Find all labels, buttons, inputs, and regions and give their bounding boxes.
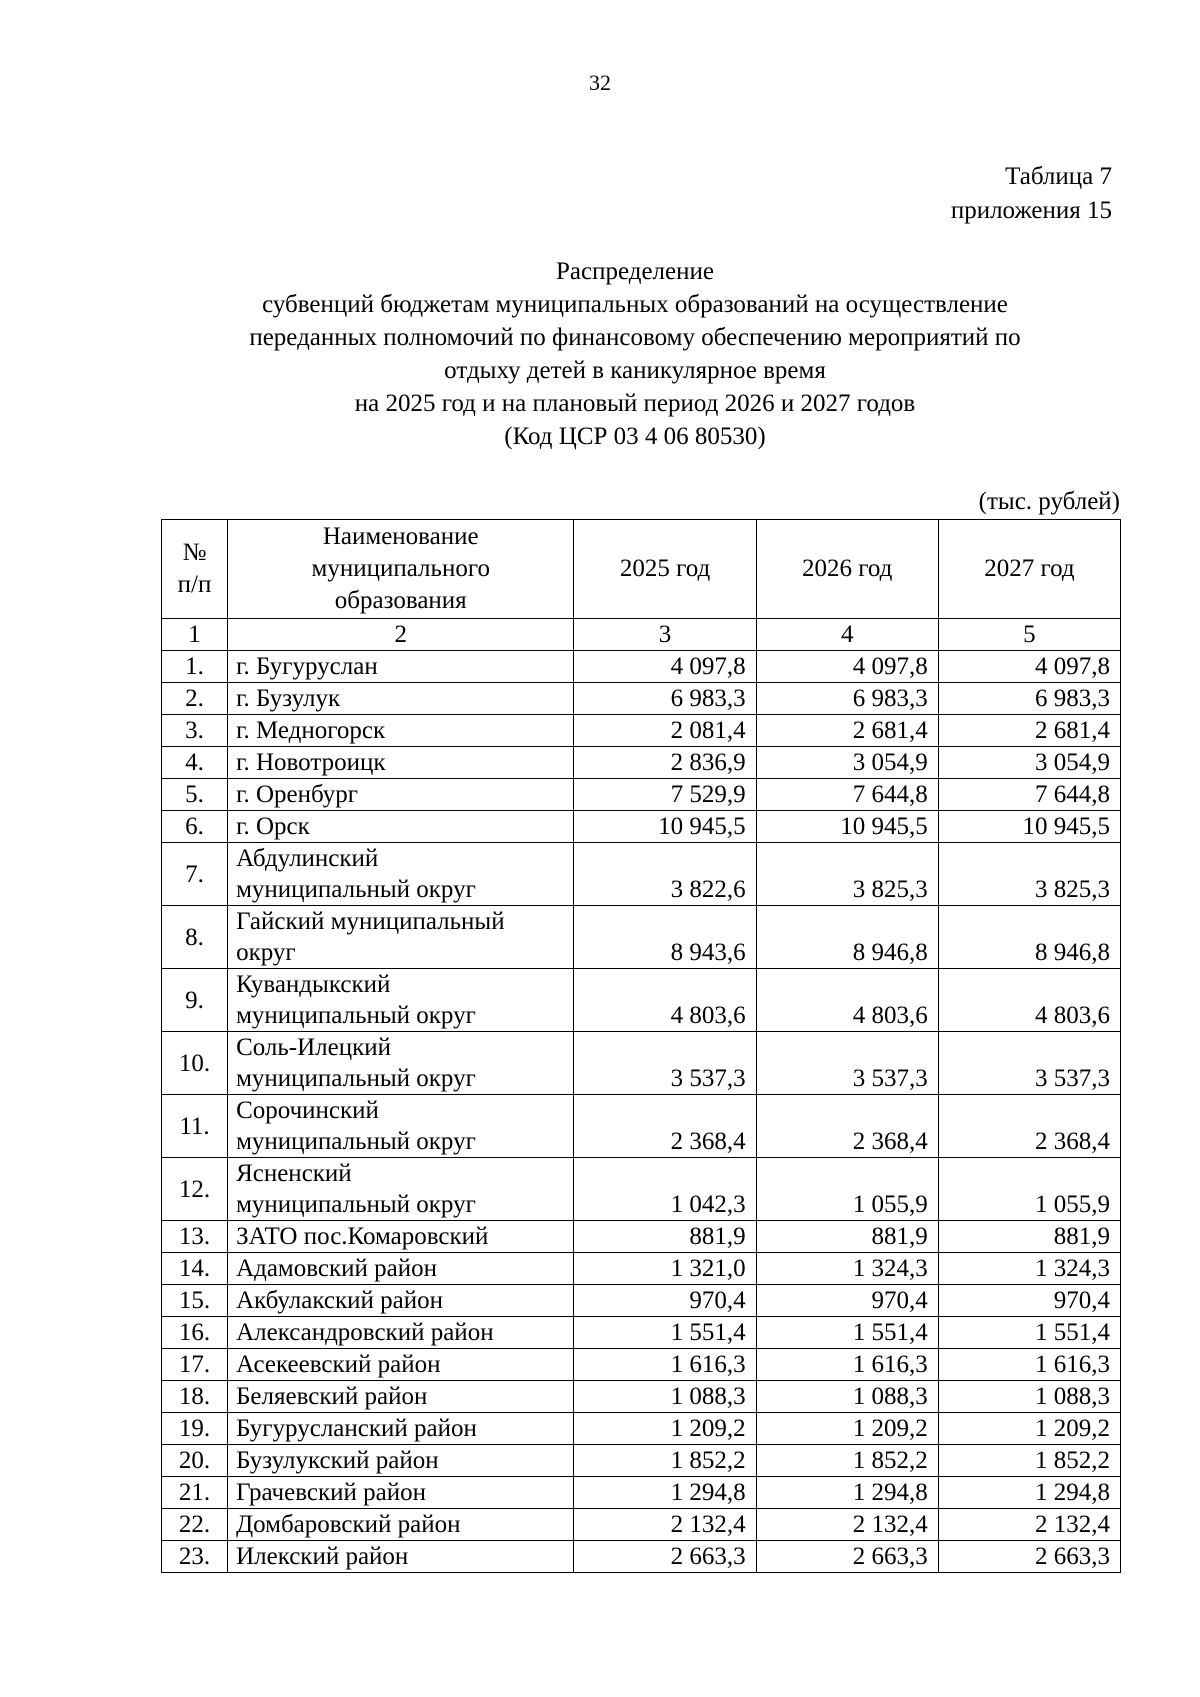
value-cell-2027: 2 681,4: [938, 715, 1120, 747]
row-number-cell: 2.: [162, 683, 228, 715]
municipality-name-line1: Илекский район: [236, 1543, 409, 1570]
value-cell-2025: 7 529,9: [574, 779, 756, 811]
table-row: [162, 1381, 1121, 1413]
table-row: [162, 1285, 1121, 1317]
table-row: [162, 811, 1121, 843]
value-cell-2027: 1 294,8: [938, 1477, 1120, 1509]
value-cell-2026: 6 983,3: [756, 683, 938, 715]
municipality-name-line1: Бугурусланский район: [236, 1415, 477, 1442]
table-row: [162, 683, 1121, 715]
value-cell-2025: 970,4: [574, 1285, 756, 1317]
row-number-cell: 14.: [162, 1253, 228, 1285]
value-cell-2027: 2 132,4: [938, 1509, 1120, 1541]
value-cell-2027: 1 616,3: [938, 1349, 1120, 1381]
municipality-name-cell: [228, 1221, 574, 1253]
row-number-cell: 21.: [162, 1477, 228, 1509]
municipality-name-line1: Грачевский район: [236, 1479, 426, 1506]
municipality-name-line1: Соль-Илецкий: [236, 1034, 392, 1061]
row-number-cell: 4.: [162, 747, 228, 779]
document-title: [150, 255, 1120, 453]
municipality-name-line1: ЗАТО пос.Комаровский: [236, 1223, 489, 1250]
value-cell-2026: 1 055,9: [756, 1158, 938, 1221]
municipality-name-line1: г. Бузулук: [236, 685, 341, 712]
value-cell-2026: 2 681,4: [756, 715, 938, 747]
value-cell-2025: 1 852,2: [574, 1445, 756, 1477]
municipality-name-cell: [228, 1381, 574, 1413]
value-cell-2027: 1 852,2: [938, 1445, 1120, 1477]
municipality-name-cell: [228, 1445, 574, 1477]
value-cell-2026: 8 946,8: [756, 906, 938, 969]
value-cell-2026: 970,4: [756, 1285, 938, 1317]
row-number-cell: 15.: [162, 1285, 228, 1317]
municipality-name-cell: [228, 747, 574, 779]
municipality-name-cell: [228, 715, 574, 747]
header-2027: 2027 год: [938, 520, 1120, 619]
table-row: [162, 651, 1121, 683]
column-index-cell: 1: [162, 619, 228, 651]
municipality-name-line1: г. Оренбург: [236, 781, 359, 808]
municipality-name-line1: Адамовский район: [236, 1255, 438, 1282]
value-cell-2027: 1 551,4: [938, 1317, 1120, 1349]
municipality-name-line1: Беляевский район: [236, 1383, 428, 1410]
municipality-name-cell: [228, 683, 574, 715]
row-number-cell: 19.: [162, 1413, 228, 1445]
value-cell-2025: 8 943,6: [574, 906, 756, 969]
municipality-name-line1: Бузулукский район: [236, 1447, 439, 1474]
municipality-name-line2: округ: [236, 939, 296, 966]
value-cell-2026: 1 088,3: [756, 1381, 938, 1413]
municipality-name-line1: Акбулакский район: [236, 1287, 444, 1314]
municipality-name-cell: [228, 1349, 574, 1381]
table-row: [162, 1541, 1121, 1573]
row-number-cell: 9.: [162, 969, 228, 1032]
municipality-name-line2: муниципальный округ: [236, 876, 476, 903]
municipality-name-cell: [228, 1541, 574, 1573]
value-cell-2026: 1 324,3: [756, 1253, 938, 1285]
value-cell-2025: 2 663,3: [574, 1541, 756, 1573]
column-index-cell: 5: [938, 619, 1120, 651]
value-cell-2025: 2 368,4: [574, 1095, 756, 1158]
value-cell-2026: 3 537,3: [756, 1032, 938, 1095]
municipality-name-line2: муниципальный округ: [236, 1002, 476, 1029]
table-row: [162, 1477, 1121, 1509]
municipality-name-cell: [228, 1253, 574, 1285]
table-row: [162, 1253, 1121, 1285]
value-cell-2027: 3 825,3: [938, 843, 1120, 906]
value-cell-2027: 970,4: [938, 1285, 1120, 1317]
municipality-name-cell: [228, 1158, 574, 1221]
value-cell-2025: 1 616,3: [574, 1349, 756, 1381]
municipality-name-cell: [228, 651, 574, 683]
value-cell-2025: 2 081,4: [574, 715, 756, 747]
municipality-name-cell: [228, 1509, 574, 1541]
value-cell-2026: 881,9: [756, 1221, 938, 1253]
value-cell-2026: 4 803,6: [756, 969, 938, 1032]
row-number-cell: 18.: [162, 1381, 228, 1413]
value-cell-2027: 3 537,3: [938, 1032, 1120, 1095]
municipality-name-line1: г. Новотроицк: [236, 749, 386, 776]
value-cell-2027: 4 097,8: [938, 651, 1120, 683]
value-cell-2026: 10 945,5: [756, 811, 938, 843]
value-cell-2025: 2 836,9: [574, 747, 756, 779]
row-number-cell: 3.: [162, 715, 228, 747]
header-2025: 2025 год: [574, 520, 756, 619]
value-cell-2027: 10 945,5: [938, 811, 1120, 843]
column-index-cell: 3: [574, 619, 756, 651]
value-cell-2026: 1 294,8: [756, 1477, 938, 1509]
row-number-cell: 22.: [162, 1509, 228, 1541]
value-cell-2025: 1 551,4: [574, 1317, 756, 1349]
title-line6: (Код ЦСР 03 4 06 80530): [504, 423, 766, 450]
municipality-name-line1: Асекеевский район: [236, 1351, 441, 1378]
header-name: [228, 520, 574, 619]
row-number-cell: 17.: [162, 1349, 228, 1381]
header-name-line3: образования: [334, 587, 467, 614]
value-cell-2026: 7 644,8: [756, 779, 938, 811]
value-cell-2027: 1 055,9: [938, 1158, 1120, 1221]
municipality-name-cell: [228, 969, 574, 1032]
value-cell-2025: 1 088,3: [574, 1381, 756, 1413]
table-row: [162, 747, 1121, 779]
title-line3: переданных полномочий по финансовому обеспечению мероприятий по: [249, 324, 1021, 351]
value-cell-2025: 1 321,0: [574, 1253, 756, 1285]
municipality-name-line1: Александровский район: [236, 1319, 494, 1346]
value-cell-2026: 1 616,3: [756, 1349, 938, 1381]
municipality-name-cell: [228, 906, 574, 969]
value-cell-2026: 3 054,9: [756, 747, 938, 779]
table-row: [162, 906, 1121, 969]
table-reference-line2: приложения 15: [950, 197, 1112, 224]
value-cell-2025: 6 983,3: [574, 683, 756, 715]
row-number-cell: 10.: [162, 1032, 228, 1095]
page-number: 32: [589, 70, 611, 95]
value-cell-2026: 1 209,2: [756, 1413, 938, 1445]
row-number-cell: 12.: [162, 1158, 228, 1221]
table-row: [162, 1095, 1121, 1158]
value-cell-2025: 2 132,4: [574, 1509, 756, 1541]
value-cell-2026: 3 825,3: [756, 843, 938, 906]
value-cell-2025: 10 945,5: [574, 811, 756, 843]
title-line1: Распределение: [556, 258, 714, 285]
value-cell-2025: 1 209,2: [574, 1413, 756, 1445]
row-number-cell: 11.: [162, 1095, 228, 1158]
municipality-name-line1: Сорочинский: [236, 1097, 379, 1124]
municipality-name-line1: г. Бугуруслан: [236, 653, 378, 680]
subsidy-table: [161, 519, 1121, 1573]
municipality-name-cell: [228, 779, 574, 811]
title-line4: отдыху детей в каникулярное время: [444, 357, 826, 384]
title-line2: субвенций бюджетам муниципальных образований на осуществление: [262, 291, 1008, 318]
table-row: [162, 969, 1121, 1032]
row-number-cell: 20.: [162, 1445, 228, 1477]
value-cell-2025: 3 537,3: [574, 1032, 756, 1095]
row-number-cell: 7.: [162, 843, 228, 906]
municipality-name-line2: муниципальный округ: [236, 1191, 476, 1218]
title-line5: на 2025 год и на плановый период 2026 и 2027 годов: [354, 390, 916, 417]
row-number-cell: 13.: [162, 1221, 228, 1253]
value-cell-2025: 4 803,6: [574, 969, 756, 1032]
value-cell-2025: 1 042,3: [574, 1158, 756, 1221]
value-cell-2026: 1 852,2: [756, 1445, 938, 1477]
units-label: (тыс. рублей): [978, 488, 1120, 515]
table-row: [162, 1221, 1121, 1253]
table-header-row: [162, 520, 1121, 619]
value-cell-2027: 8 946,8: [938, 906, 1120, 969]
column-index-row: [162, 619, 1121, 651]
header-number: [162, 520, 228, 619]
municipality-name-cell: [228, 1317, 574, 1349]
header-2026: 2026 год: [756, 520, 938, 619]
row-number-cell: 16.: [162, 1317, 228, 1349]
table-row: [162, 843, 1121, 906]
table-row: [162, 1349, 1121, 1381]
municipality-name-cell: [228, 1285, 574, 1317]
municipality-name-cell: [228, 811, 574, 843]
value-cell-2025: 4 097,8: [574, 651, 756, 683]
table-row: [162, 779, 1121, 811]
value-cell-2025: 3 822,6: [574, 843, 756, 906]
table-row: [162, 1317, 1121, 1349]
column-index-cell: 4: [756, 619, 938, 651]
value-cell-2026: 2 368,4: [756, 1095, 938, 1158]
municipality-name-cell: [228, 1413, 574, 1445]
header-name-line2: муниципального: [311, 555, 490, 582]
value-cell-2025: 881,9: [574, 1221, 756, 1253]
value-cell-2027: 3 054,9: [938, 747, 1120, 779]
row-number-cell: 8.: [162, 906, 228, 969]
value-cell-2026: 2 132,4: [756, 1509, 938, 1541]
value-cell-2026: 1 551,4: [756, 1317, 938, 1349]
municipality-name-cell: [228, 1477, 574, 1509]
row-number-cell: 1.: [162, 651, 228, 683]
municipality-name-line1: Кувандыкский: [236, 971, 391, 998]
value-cell-2026: 4 097,8: [756, 651, 938, 683]
header-number-line2: п/п: [177, 571, 212, 598]
municipality-name-line2: муниципальный округ: [236, 1128, 476, 1155]
value-cell-2027: 2 368,4: [938, 1095, 1120, 1158]
municipality-name-cell: [228, 843, 574, 906]
value-cell-2025: 1 294,8: [574, 1477, 756, 1509]
value-cell-2026: 2 663,3: [756, 1541, 938, 1573]
value-cell-2027: 1 324,3: [938, 1253, 1120, 1285]
table-row: [162, 1032, 1121, 1095]
municipality-name-line1: Домбаровский район: [236, 1511, 461, 1538]
municipality-name-line1: Ясненский: [236, 1160, 352, 1187]
header-name-line1: Наименование: [322, 523, 479, 550]
value-cell-2027: 1 088,3: [938, 1381, 1120, 1413]
municipality-name-cell: [228, 1095, 574, 1158]
value-cell-2027: 881,9: [938, 1221, 1120, 1253]
table-row: [162, 1158, 1121, 1221]
table-row: [162, 1413, 1121, 1445]
row-number-cell: 5.: [162, 779, 228, 811]
value-cell-2027: 7 644,8: [938, 779, 1120, 811]
municipality-name-cell: [228, 1032, 574, 1095]
table-reference-line1: Таблица 7: [1005, 163, 1112, 190]
table-row: [162, 1445, 1121, 1477]
municipality-name-line1: Абдулинский: [236, 845, 379, 872]
table-row: [162, 715, 1121, 747]
table-body: [162, 619, 1121, 1573]
municipality-name-line2: муниципальный округ: [236, 1065, 476, 1092]
table-reference: [951, 160, 1112, 228]
row-number-cell: 6.: [162, 811, 228, 843]
municipality-name-line1: г. Медногорск: [236, 717, 386, 744]
value-cell-2027: 4 803,6: [938, 969, 1120, 1032]
municipality-name-line1: Гайский муниципальный: [236, 908, 505, 935]
municipality-name-line1: г. Орск: [236, 813, 310, 840]
row-number-cell: 23.: [162, 1541, 228, 1573]
table-row: [162, 1509, 1121, 1541]
value-cell-2027: 1 209,2: [938, 1413, 1120, 1445]
value-cell-2027: 6 983,3: [938, 683, 1120, 715]
header-number-line1: №: [182, 539, 207, 566]
column-index-cell: 2: [228, 619, 574, 651]
value-cell-2027: 2 663,3: [938, 1541, 1120, 1573]
